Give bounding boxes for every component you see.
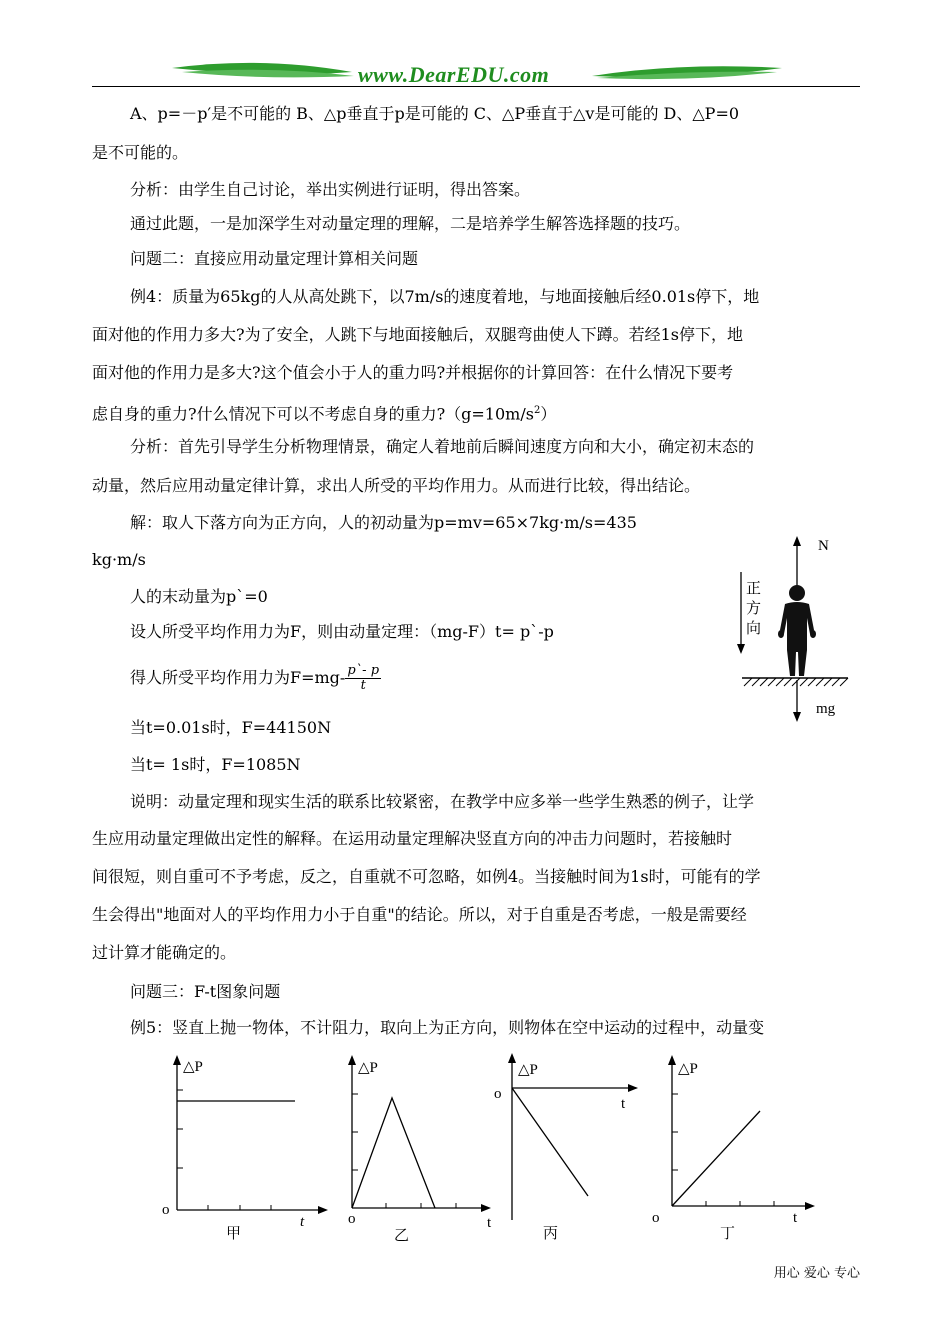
section-heading-3: 问题三：F-t图象问题 (130, 982, 281, 1001)
graph-yi (336, 1050, 506, 1250)
data-line (352, 1098, 435, 1208)
summary-line: 通过此题，一是加深学生对动量定理的理解，二是培养学生解答选择题的技巧。 (130, 214, 691, 233)
fraction (345, 664, 381, 693)
direction-label-1: 正 (746, 579, 762, 597)
graph-caption: 丁 (720, 1224, 736, 1242)
gravity-label: mg (816, 701, 836, 717)
graph-caption: 乙 (394, 1226, 410, 1244)
fraction-denominator: t (360, 678, 366, 693)
solution-line-4-text: 得人所受平均作用力为F=mg- (130, 668, 346, 687)
analysis-line-2-cont: 动量，然后应用动量定律计算，求出人所受的平均作用力。从而进行比较，得出结论。 (92, 476, 701, 495)
y-ticks (177, 1090, 183, 1168)
x-axis-label: t (793, 1210, 798, 1226)
y-axis-label: △P (183, 1059, 203, 1075)
y-axis-label: △P (678, 1061, 698, 1077)
y-axis-arrowhead-icon (668, 1055, 676, 1065)
note-line-5: 过计算才能确定的。 (92, 943, 237, 962)
example4-line-2: 面对他的作用力多大?为了安全，人跳下与地面接触后，双腿弯曲使人下蹲。若经1s停下，地 (92, 325, 743, 344)
example4-line-1: 例4：质量为65kg的人从高处跳下，以7m/s的速度着地，与地面接触后经0.01s停下，地 (130, 287, 760, 306)
example4-line-4b: ） (540, 404, 557, 424)
graph-bing (488, 1050, 653, 1250)
x-ticks (208, 1205, 271, 1210)
gravity-arrowhead-icon (793, 712, 801, 722)
direction-label-2: 方 (746, 599, 762, 617)
solution-line-1-cont: kg·m/s (92, 550, 146, 569)
normal-force-arrowhead-icon (793, 536, 801, 546)
y-axis-arrowhead-icon (348, 1055, 356, 1065)
y-axis-arrowhead-icon (508, 1053, 516, 1063)
data-line (672, 1111, 760, 1206)
graph-caption: 甲 (226, 1224, 242, 1242)
positive-direction-arrowhead-icon (737, 644, 745, 654)
origin-label: o (652, 1210, 660, 1226)
x-ticks (706, 1201, 774, 1206)
y-ticks (672, 1094, 678, 1170)
y-axis-label: △P (358, 1060, 378, 1076)
solution-line-3: 设人所受平均作用力为F，则由动量定理：（mg-F）t= p`-p (130, 622, 554, 641)
graph-caption: 丙 (543, 1224, 559, 1242)
option-line-cont: 是不可能的。 (92, 143, 189, 162)
x-axis-label: t (621, 1096, 626, 1112)
y-ticks (352, 1094, 358, 1170)
result-line-2: 当t= 1s时，F=1085N (130, 755, 301, 774)
y-axis-arrowhead-icon (173, 1055, 181, 1065)
origin-label: o (348, 1211, 356, 1227)
analysis-line: 分析：由学生自己讨论，举出实例进行证明，得出答案。 (130, 180, 531, 199)
x-ticks (386, 1203, 456, 1208)
x-axis-arrowhead-icon (628, 1084, 638, 1092)
solution-line-2: 人的末动量为p`=0 (130, 587, 268, 606)
solution-line-4 (130, 664, 381, 693)
origin-label: o (494, 1086, 502, 1102)
x-axis-arrowhead-icon (805, 1202, 815, 1210)
header-rule (92, 86, 860, 87)
example4-line-4a: 虑自身的重力?什么情况下可以不考虑自身的重力?（g=10m/s (92, 404, 534, 424)
x-axis-label: t (487, 1215, 492, 1231)
y-axis-label: △P (518, 1062, 538, 1078)
ground-hatch (744, 678, 848, 686)
x-axis-label: t (300, 1214, 305, 1230)
fraction-numerator: p`- p (347, 663, 380, 678)
note-line-4: 生会得出"地面对人的平均作用力小于自重"的结论。所以，对于自重是否考虑，一般是需要经 (92, 905, 747, 924)
analysis-line-2: 分析：首先引导学生分析物理情景，确定人着地前后瞬间速度方向和大小，确定初末态的 (130, 437, 755, 456)
footer-motto: 用心 爱心 专心 (773, 1266, 860, 1281)
result-line-1: 当t=0.01s时，F=44150N (130, 718, 332, 737)
note-line-1: 说明：动量定理和现实生活的联系比较紧密，在教学中应多举一些学生熟悉的例子，让学 (130, 792, 755, 811)
section-heading-2: 问题二：直接应用动量定理计算相关问题 (130, 249, 419, 268)
solution-line-1: 解：取人下落方向为正方向，人的初动量为p=mv=65×7kg·m/s=435 (130, 513, 637, 532)
data-line (512, 1088, 588, 1196)
superscript-2: 2 (533, 405, 541, 416)
example4-line-4 (92, 401, 556, 424)
graph-jia (158, 1050, 343, 1250)
note-line-3: 间很短，则自重可不予考虑，反之，自重就不可忽略，如例4。当接触时间为1s时，可能有的学 (92, 867, 761, 886)
note-line-2: 生应用动量定理做出定性的解释。在运用动量定理解决竖直方向的冲击力问题时，若接触时 (92, 829, 733, 848)
graph-ding (650, 1050, 820, 1250)
option-line: A、p=－p′是不可能的 B、△p垂直于p是可能的 C、△P垂直于△v是可能的 D、△P=0 (130, 104, 740, 123)
site-logo-text[interactable]: www.DearEDU.com (358, 62, 550, 87)
person-force-diagram (730, 530, 860, 730)
example5-line-1: 例5：竖直上抛一物体，不计阻力，取向上为正方向，则物体在空中运动的过程中，动量变 (130, 1018, 765, 1037)
normal-force-label: N (818, 538, 829, 554)
example4-line-3: 面对他的作用力是多大?这个值会小于人的重力吗?并根据你的计算回答：在什么情况下要考 (92, 363, 734, 382)
x-axis-arrowhead-icon (318, 1206, 328, 1214)
origin-label: o (162, 1202, 170, 1218)
direction-label-3: 向 (746, 619, 762, 637)
person-figure-icon (778, 585, 816, 676)
